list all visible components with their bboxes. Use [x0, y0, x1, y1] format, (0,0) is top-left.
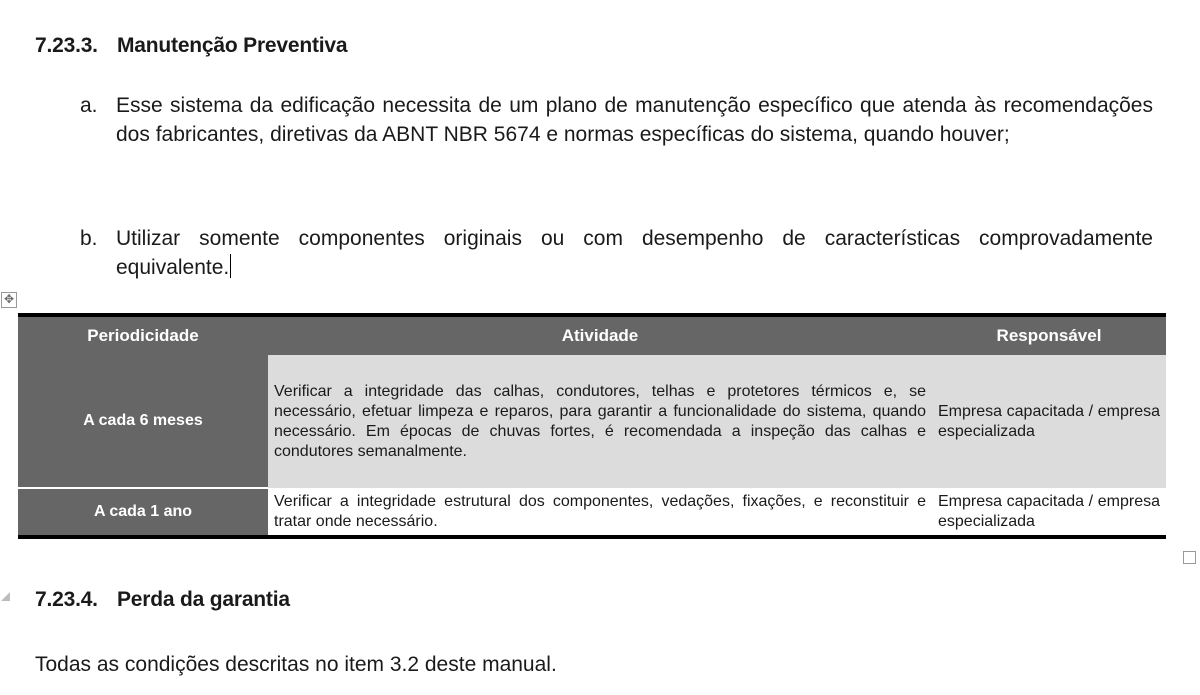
table-header-row	[18, 315, 1166, 355]
section-title: Manutenção Preventiva	[117, 34, 348, 57]
move-icon[interactable]: ✥	[1, 292, 17, 308]
list-item-text	[116, 224, 1153, 282]
list-marker: b.	[80, 227, 98, 250]
section-number: 7.23.3.	[35, 34, 98, 57]
list-item-a	[80, 91, 1153, 149]
activity-cell: Verificar a integridade estrutural dos componentes, vedações, fixações, e reconstituir e tratar onde necessário.	[268, 488, 932, 537]
header-periodicidade: Periodicidade	[18, 315, 268, 355]
header-atividade: Atividade	[268, 315, 932, 355]
list-item-text-content: Utilizar somente componentes originais ou com desempenho de características comprovadamente equivalente.	[116, 227, 1153, 279]
section-number: 7.23.4.	[35, 588, 98, 611]
period-cell: A cada 6 meses	[18, 355, 268, 488]
activity-cell: Verificar a integridade das calhas, condutores, telhas e protetores térmicos e, se necessário, efetuar limpeza e reparos, para garantir a funcionalidade do sistema, quando necessário. Em épocas de chuvas fortes, é recomendada a inspeção das calhas e condutores semanalmente.	[268, 355, 932, 488]
text-cursor	[230, 254, 231, 278]
maintenance-table	[18, 313, 1166, 539]
section-heading-7-23-3	[35, 34, 347, 58]
closing-paragraph: Todas as condições descritas no item 3.2 deste manual.	[35, 653, 557, 676]
list-marker: a.	[80, 94, 98, 117]
list-item-text: Esse sistema da edificação necessita de um plano de manutenção específico que atenda às recomendações dos fabricantes, diretivas da ABNT NBR 5674 e normas específicas do sistema, quando houver;	[116, 94, 1153, 146]
period-cell: A cada 1 ano	[18, 488, 268, 537]
table-row	[18, 355, 1166, 488]
section-heading-7-23-4	[35, 588, 290, 612]
table-row	[18, 488, 1166, 537]
list-item-b	[80, 224, 1153, 282]
header-responsavel: Responsável	[932, 315, 1166, 355]
resize-icon[interactable]	[1183, 551, 1196, 564]
responsible-cell: Empresa capacitada / empresa especializada	[932, 488, 1166, 537]
collapse-triangle-icon[interactable]	[1, 592, 10, 601]
section-title: Perda da garantia	[117, 588, 290, 611]
responsible-cell: Empresa capacitada / empresa especializada	[932, 355, 1166, 488]
